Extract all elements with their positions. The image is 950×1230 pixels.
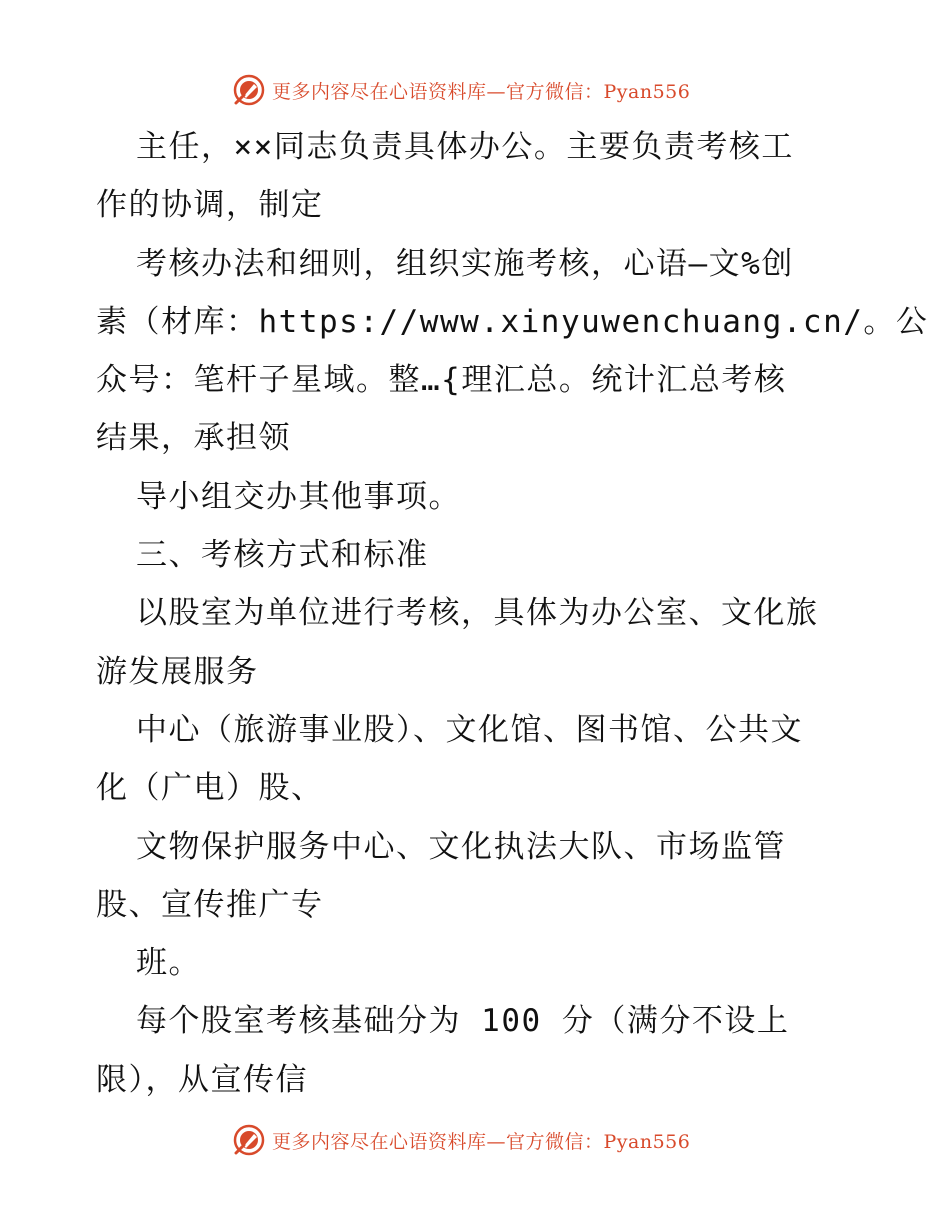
body-line: 众号：笔杆子星域。整…{理汇总。统计汇总考核 — [96, 362, 787, 399]
body-line: 游发展服务 — [96, 653, 259, 690]
body-line: 文物保护服务中心、文化执法大队、市场监管 — [136, 828, 786, 865]
body-line: 化（广电）股、 — [96, 770, 324, 807]
body-line: 作的协调，制定 — [96, 187, 324, 224]
body-line: 股、宣传推广专 — [96, 886, 324, 923]
document-body — [96, 118, 929, 1109]
body-line: 班。 — [136, 945, 201, 982]
body-line: 素（材库：https://www.xinyuwenchuang.cn/。公 — [96, 303, 929, 340]
body-line: 考核办法和细则，组织实施考核，心语—文%创 — [136, 245, 794, 282]
header-watermark-text: 更多内容尽在心语资料库—官方微信：Pyan556 — [272, 80, 691, 103]
body-line: 结果，承担领 — [96, 420, 291, 457]
body-line: 限），从宣传信 — [96, 1061, 308, 1098]
body-line: 中心（旅游事业股）、文化馆、图书馆、公共文 — [136, 711, 803, 748]
body-line: 主任，××同志负责具体办公。主要负责考核工 — [136, 129, 794, 165]
pen-nib-logo-icon — [232, 1123, 266, 1157]
footer-watermark-text: 更多内容尽在心语资料库—官方微信：Pyan556 — [272, 1130, 691, 1153]
body-line: 导小组交办其他事项。 — [136, 478, 461, 515]
section-heading: 三、考核方式和标准 — [136, 537, 429, 574]
header-watermark-banner — [232, 70, 712, 110]
pen-nib-logo-icon — [232, 73, 266, 107]
footer-watermark-banner — [232, 1120, 712, 1160]
body-line: 以股室为单位进行考核，具体为办公室、文化旅 — [136, 595, 819, 632]
body-line: 每个股室考核基础分为 100 分（满分不设上 — [136, 1003, 790, 1040]
